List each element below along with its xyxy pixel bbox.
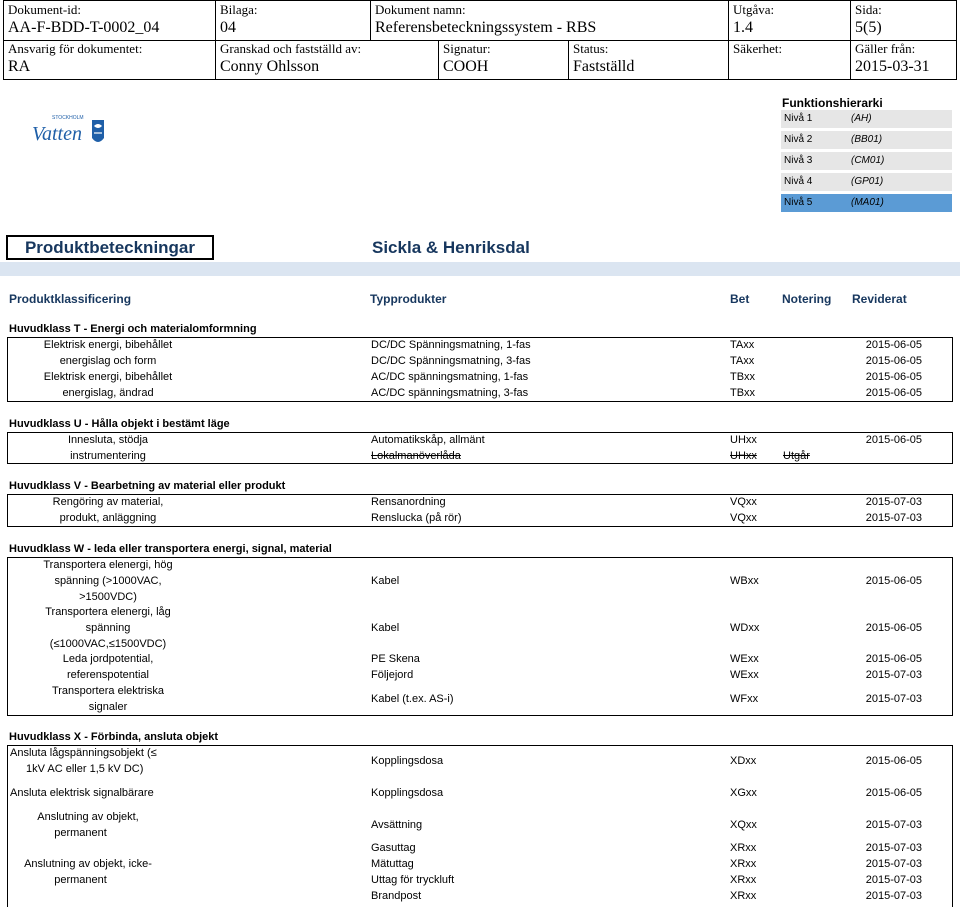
bet-cell: TBxx — [730, 387, 756, 399]
section-x-table — [7, 745, 953, 907]
rev-cell: 2015-06-05 — [865, 755, 922, 767]
rev-cell: 2015-06-05 — [865, 371, 922, 383]
typ-cell: Automatikskåp, allmänt — [371, 434, 485, 446]
section-v-table — [7, 494, 953, 527]
class-text: Leda jordpotential, — [62, 653, 154, 665]
typ-cell-struck: Lokalmanöverlåda — [371, 450, 461, 462]
class-text: Ansluta lågspänningsobjekt (≤ — [10, 747, 157, 759]
rev-cell: 2015-07-03 — [865, 512, 922, 524]
bet-cell: VQxx — [730, 512, 757, 524]
header-label: Bilaga: — [220, 2, 258, 17]
header-cell-bilaga — [216, 1, 371, 40]
header-cell-sakerhet — [729, 40, 851, 79]
rev-cell: 2015-06-05 — [865, 339, 922, 351]
bet-cell: XRxx — [730, 874, 757, 886]
column-header-typ: Typprodukter — [370, 292, 447, 306]
rev-cell: 2015-06-05 — [865, 434, 922, 446]
column-header-bet: Bet — [730, 292, 750, 306]
class-text: 1kV AC eller 1,5 kV DC) — [26, 763, 144, 775]
level-code: (GP01) — [851, 176, 884, 187]
typ-cell: Gasuttag — [371, 842, 416, 854]
header-cell-dokument-id — [4, 1, 216, 40]
typ-cell: DC/DC Spänningsmatning, 1-fas — [371, 339, 531, 351]
header-label: Utgåva: — [733, 2, 775, 17]
class-text: Elektrisk energi, bibehållet — [43, 339, 173, 351]
typ-cell: DC/DC Spänningsmatning, 3-fas — [371, 355, 531, 367]
level-label: Nivå 2 — [784, 134, 813, 145]
class-text: Rengöring av material, — [52, 496, 164, 508]
level-code: (CM01) — [851, 155, 885, 166]
typ-cell: Kabel (t.ex. AS-i) — [371, 693, 454, 705]
class-text: referenspotential — [67, 669, 149, 681]
rev-cell: 2015-07-03 — [865, 842, 922, 854]
logo-small-text: STOCKHOLM — [52, 115, 84, 121]
section-title-u: Huvudklass U - Hålla objekt i bestämt läge — [9, 418, 230, 430]
class-text: Transportera elenergi, hög — [43, 559, 173, 571]
rev-cell: 2015-07-03 — [865, 874, 922, 886]
class-text: Innesluta, stödja — [67, 434, 149, 446]
column-header-reviderat: Reviderat — [852, 292, 907, 306]
class-text: permanent — [54, 827, 107, 839]
column-header-klass: Produktklassificering — [9, 292, 132, 306]
section-title-x: Huvudklass X - Förbinda, ansluta objekt — [9, 731, 219, 743]
class-text: signaler — [88, 701, 128, 713]
bet-cell: XRxx — [730, 858, 757, 870]
bet-cell: UHxx — [730, 434, 757, 446]
class-text: >1500VDC) — [79, 591, 137, 603]
bet-cell: TBxx — [730, 371, 756, 383]
header-label: Dokument-id: — [8, 2, 81, 17]
level-code: (MA01) — [851, 197, 884, 208]
section-title-t: Huvudklass T - Energi och materialomformning — [9, 323, 257, 335]
logo-wordmark: Vatten — [32, 123, 82, 145]
header-label: Sida: — [855, 2, 882, 17]
section-u-table — [7, 432, 953, 464]
site-name: Sickla & Henriksdal — [372, 238, 530, 257]
typ-cell: PE Skena — [371, 653, 420, 665]
class-text: (≤1000VAC,≤1500VDC) — [49, 638, 167, 650]
header-value: Referensbeteckningssystem - RBS — [375, 19, 597, 36]
header-cell-dokument-namn — [371, 1, 729, 40]
rev-cell: 2015-07-03 — [865, 693, 922, 705]
notering-cell-struck: Utgår — [783, 450, 810, 462]
class-text: Anslutning av objekt, — [37, 811, 139, 823]
header-value: COOH — [443, 58, 489, 75]
level-label: Nivå 1 — [784, 113, 813, 124]
header-label: Ansvarig för dokumentet: — [8, 41, 143, 56]
level-code: (AH) — [851, 113, 872, 124]
header-cell-utgava — [729, 1, 851, 40]
typ-cell: Kopplingsdosa — [371, 755, 444, 767]
document-header — [3, 0, 957, 80]
bet-cell: XRxx — [730, 890, 757, 902]
bet-cell: TAxx — [730, 355, 755, 367]
header-cell-galler-fran — [851, 40, 956, 79]
section-title-w: Huvudklass W - leda eller transportera energi, signal, material — [9, 543, 332, 555]
header-value: 5(5) — [855, 19, 882, 36]
page-title: Produktbeteckningar — [6, 235, 214, 260]
bet-cell: WExx — [730, 669, 759, 681]
typ-cell: Kabel — [371, 622, 400, 634]
rev-cell: 2015-07-03 — [865, 819, 922, 831]
class-text: spänning (>1000VAC, — [54, 575, 162, 587]
rev-cell: 2015-07-03 — [865, 890, 922, 902]
header-cell-granskad — [216, 40, 439, 79]
column-header-notering: Notering — [782, 292, 832, 306]
bet-cell: XQxx — [730, 819, 757, 831]
header-cell-sida — [851, 1, 956, 40]
rev-cell: 2015-06-05 — [865, 387, 922, 399]
bet-cell: XRxx — [730, 842, 757, 854]
section-t-table — [7, 337, 953, 402]
typ-cell: AC/DC spänningsmatning, 3-fas — [371, 387, 529, 399]
header-row-1 — [4, 1, 956, 41]
header-cell-signatur — [439, 40, 569, 79]
typ-cell: Kopplingsdosa — [371, 787, 444, 799]
typ-cell: Brandpost — [371, 890, 422, 902]
bet-cell: VQxx — [730, 496, 757, 508]
typ-cell: Avsättning — [371, 819, 423, 831]
rev-cell: 2015-07-03 — [865, 858, 922, 870]
header-label: Dokument namn: — [375, 2, 466, 17]
hierarchy-level-1 — [781, 110, 952, 128]
level-label: Nivå 5 — [784, 197, 813, 208]
header-cell-status — [569, 40, 729, 79]
header-value: Conny Ohlsson — [220, 58, 320, 75]
class-text: produkt, anläggning — [59, 512, 157, 524]
level-code: (BB01) — [851, 134, 883, 145]
bet-cell: WExx — [730, 653, 759, 665]
class-text: energislag, ändrad — [62, 387, 154, 399]
bet-cell: TAxx — [730, 339, 755, 351]
funktionshierarki-title: Funktionshierarki — [782, 96, 883, 110]
rev-cell: 2015-06-05 — [865, 622, 922, 634]
header-label: Granskad och fastställd av: — [220, 41, 362, 56]
typ-cell: Mätuttag — [371, 858, 414, 870]
class-text: Anslutning av objekt, icke- — [24, 858, 152, 870]
typ-cell: Kabel — [371, 575, 400, 587]
typ-cell: Följejord — [371, 669, 414, 681]
hierarchy-level-3 — [781, 152, 952, 170]
stockholm-vatten-logo — [30, 112, 110, 152]
header-label: Säkerhet: — [733, 41, 783, 56]
header-value: 2015-03-31 — [855, 58, 930, 75]
section-w-table — [7, 557, 953, 716]
level-label: Nivå 3 — [784, 155, 813, 166]
rev-cell: 2015-07-03 — [865, 496, 922, 508]
header-row-2 — [4, 40, 956, 79]
bet-cell: XDxx — [730, 755, 757, 767]
bet-cell-struck: UHxx — [730, 450, 757, 462]
hierarchy-level-5 — [781, 194, 952, 212]
header-value: 04 — [220, 19, 236, 36]
hierarchy-level-2 — [781, 131, 952, 149]
title-band — [0, 262, 960, 276]
typ-cell: Uttag för tryckluft — [371, 874, 455, 886]
level-label: Nivå 4 — [784, 176, 813, 187]
header-value: Fastställd — [573, 58, 635, 75]
class-text: spänning — [85, 622, 131, 634]
rev-cell: 2015-06-05 — [865, 575, 922, 587]
class-text: instrumentering — [70, 450, 146, 462]
rev-cell: 2015-06-05 — [865, 787, 922, 799]
bet-cell: XGxx — [730, 787, 757, 799]
header-label: Signatur: — [443, 41, 491, 56]
header-label: Status: — [573, 41, 609, 56]
rev-cell: 2015-06-05 — [865, 653, 922, 665]
typ-cell: AC/DC spänningsmatning, 1-fas — [371, 371, 529, 383]
bet-cell: WBxx — [730, 575, 759, 587]
rev-cell: 2015-07-03 — [865, 669, 922, 681]
header-value: 1.4 — [733, 19, 753, 36]
class-text: Transportera elektriska — [51, 685, 165, 697]
header-value: AA-F-BDD-T-0002_04 — [8, 19, 160, 36]
typ-cell: Renslucka (på rör) — [371, 512, 462, 524]
rev-cell: 2015-06-05 — [865, 355, 922, 367]
class-text: Transportera elenergi, låg — [45, 606, 171, 618]
class-text: Elektrisk energi, bibehållet — [43, 371, 173, 383]
header-label: Gäller från: — [855, 41, 916, 56]
typ-cell: Rensanordning — [371, 496, 446, 508]
header-value: RA — [8, 58, 31, 75]
class-text: Ansluta elektrisk signalbärare — [10, 787, 154, 799]
hierarchy-level-4 — [781, 173, 952, 191]
header-cell-ansvarig — [4, 40, 216, 79]
bet-cell: WDxx — [730, 622, 760, 634]
class-text: energislag och form — [59, 355, 157, 367]
section-title-v: Huvudklass V - Bearbetning av material eller produkt — [9, 480, 286, 492]
bet-cell: WFxx — [730, 693, 759, 705]
class-text: permanent — [54, 874, 107, 886]
